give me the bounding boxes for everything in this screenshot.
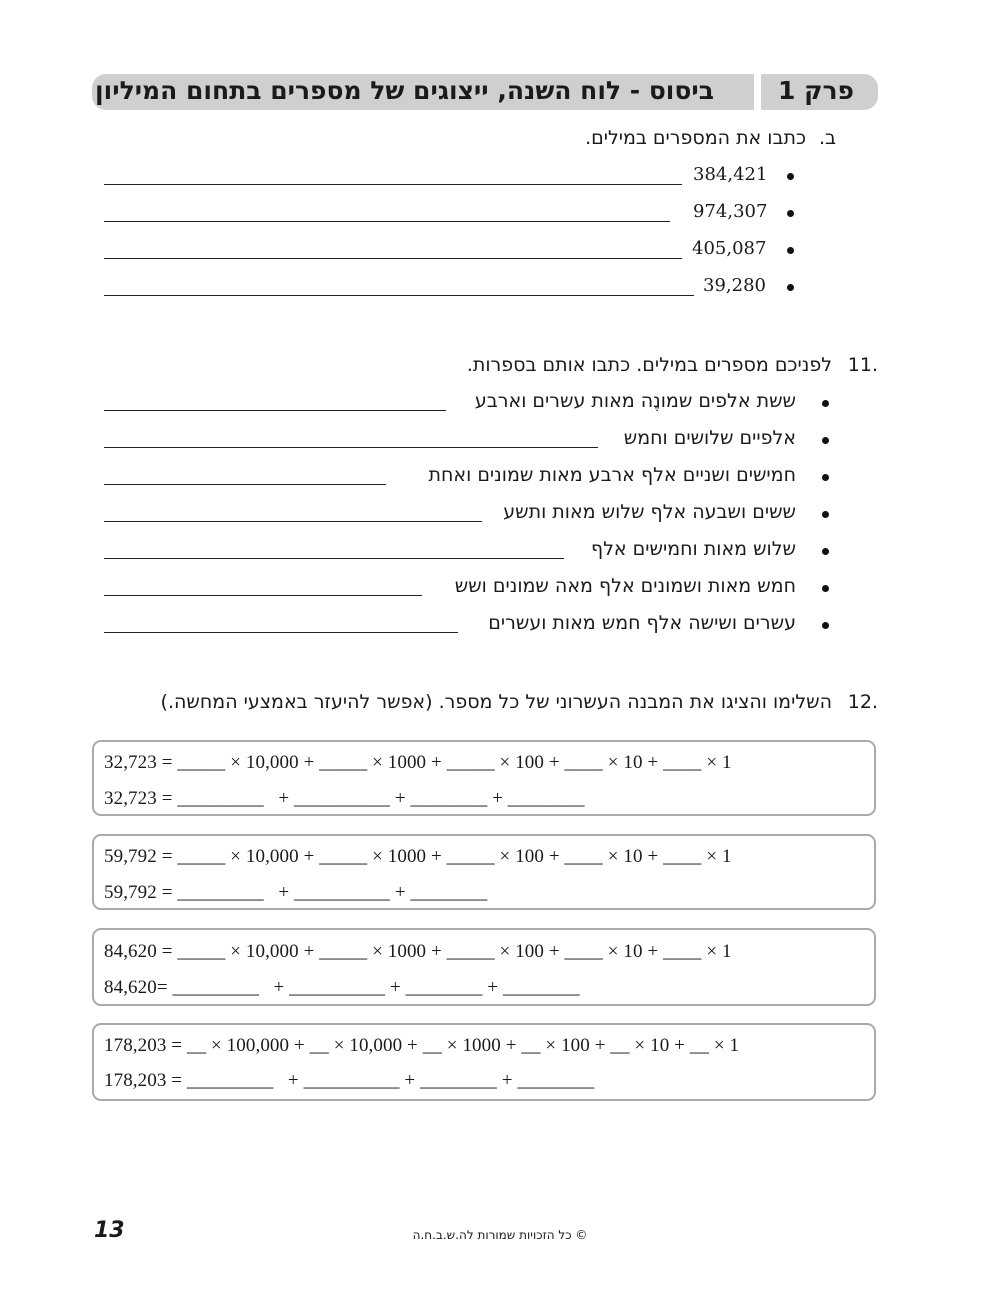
answer-line[interactable] xyxy=(104,410,446,411)
expanded-form-equation[interactable]: 32,723 = _____ × 10,000 + _____ × 1000 + _____ × 100 + ____ × 10 + ____ × 1 xyxy=(104,752,732,773)
copyright-notice: © כל הזכויות שמורות לה.ש.ב.ח.ה xyxy=(412,1228,588,1242)
answer-line[interactable] xyxy=(104,632,458,633)
bullet xyxy=(822,474,829,481)
number-item: 384,421 xyxy=(693,164,768,185)
expanded-form-equation[interactable]: 84,620 = _____ × 10,000 + _____ × 1000 + _____ × 100 + ____ × 10 + ____ × 1 xyxy=(104,941,732,962)
answer-line[interactable] xyxy=(104,221,670,222)
number-item: 405,087 xyxy=(692,238,767,259)
bullet xyxy=(787,284,794,291)
bullet xyxy=(822,622,829,629)
answer-line[interactable] xyxy=(104,521,482,522)
sum-form-equation[interactable]: 84,620= _________ + __________ + ________ + ________ xyxy=(104,977,580,998)
bullet xyxy=(822,511,829,518)
header-title-bar xyxy=(92,74,754,110)
expanded-form-equation[interactable]: 178,203 = __ × 100,000 + __ × 10,000 + __ × 1000 + __ × 100 + __ × 10 + __ × 1 xyxy=(104,1035,740,1056)
sum-form-equation[interactable]: 59,792 = _________ + __________ + ________ xyxy=(104,882,488,903)
q12-number: .12 xyxy=(847,691,878,713)
words-item: חמישים ושניים אלף ארבע מאות שמונים ואחת xyxy=(428,464,796,486)
bullet xyxy=(822,400,829,407)
header-chapter-bar xyxy=(761,74,878,110)
section-b-instruction: כתבו את המספרים במילים. xyxy=(585,127,806,149)
number-item: 974,307 xyxy=(693,201,768,222)
answer-line[interactable] xyxy=(104,295,694,296)
section-b-label: ב. xyxy=(818,127,836,149)
q11-number: .11 xyxy=(847,354,878,376)
bullet xyxy=(822,437,829,444)
words-item: ששת אלפים שמונֶה מאות עשרים וארבע xyxy=(474,390,796,412)
expanded-form-equation[interactable]: 59,792 = _____ × 10,000 + _____ × 1000 + _____ × 100 + ____ × 10 + ____ × 1 xyxy=(104,846,732,867)
answer-line[interactable] xyxy=(104,595,422,596)
words-item: עשרים ושישה אלף חמש מאות ועשרים xyxy=(488,612,796,634)
answer-line[interactable] xyxy=(104,484,386,485)
words-item: אלפיים שלושים וחמש xyxy=(623,427,796,449)
sum-form-equation[interactable]: 32,723 = _________ + __________ + ________ + ________ xyxy=(104,788,585,809)
answer-line[interactable] xyxy=(104,447,598,448)
bullet xyxy=(787,247,794,254)
answer-line[interactable] xyxy=(104,258,682,259)
number-item: 39,280 xyxy=(703,275,766,296)
answer-line[interactable] xyxy=(104,558,564,559)
sum-form-equation[interactable]: 178,203 = _________ + __________ + ________ + ________ xyxy=(104,1070,595,1091)
bullet xyxy=(787,210,794,217)
words-item: שלוש מאות וחמישים אלף xyxy=(590,538,796,560)
bullet xyxy=(822,548,829,555)
chapter-label: פרק 1 xyxy=(777,76,854,105)
q12-instruction: השלימו והציגו את המבנה העשרוני של כל מספר. (אפשר להיעזר באמצעי המחשה.) xyxy=(160,691,832,713)
answer-line[interactable] xyxy=(104,184,682,185)
q11-instruction: לפניכם מספרים במילים. כתבו אותם בספרות. xyxy=(466,354,832,376)
words-item: ששים ושבעה אלף שלוש מאות ותשע xyxy=(503,501,796,523)
header-title: ביסוס - לוח השנה, ייצוגים של מספרים בתחום המיליון xyxy=(95,76,714,105)
bullet xyxy=(822,585,829,592)
bullet xyxy=(787,173,794,180)
page-number: 13 xyxy=(94,1218,125,1243)
words-item: חמש מאות ושמונים אלף מאה שמונים ושש xyxy=(454,575,796,597)
